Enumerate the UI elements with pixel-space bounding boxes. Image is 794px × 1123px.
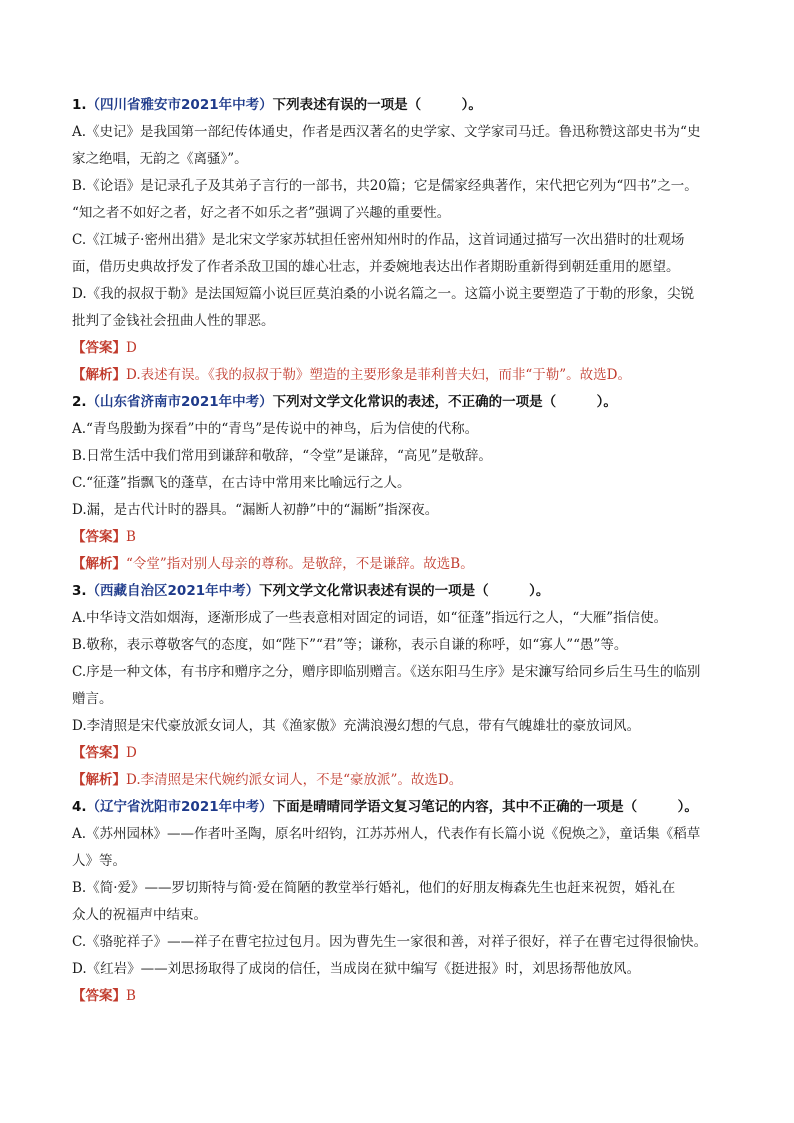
question-header xyxy=(72,794,722,821)
question-number: 1. xyxy=(72,97,87,113)
answer-value: D xyxy=(126,745,137,761)
option-a xyxy=(72,605,722,632)
explanation-text: D.李清照是宋代婉约派女词人，不是“豪放派”。故选D。 xyxy=(126,772,463,788)
question-header xyxy=(72,389,722,416)
explanation-line xyxy=(72,362,722,389)
answer-line xyxy=(72,983,722,1010)
option-line: “知之者不如好之者，好之者不如乐之者”强调了兴趣的重要性。 xyxy=(72,205,451,221)
option-line: C.序是一种文体，有书序和赠序之分，赠序即临别赠言。《送东阳马生序》是宋濂写给同乡后生马生的临别 xyxy=(72,664,701,680)
option-line: A.《史记》是我国第一部纪传体通史，作者是西汉著名的史学家、文学家司马迁。鲁迅称赞这部史书为“史 xyxy=(72,124,701,140)
option-line: C.《骆驼祥子》——祥子在曹宅拉过包月。因为曹先生一家很和善，对祥子很好，祥子在曹宅过得很愉快。 xyxy=(72,934,708,950)
option-line: B.《简·爱》——罗切斯特与简·爱在简陋的教堂举行婚礼，他们的好朋友梅森先生也赶来祝贺，婚礼在 xyxy=(72,880,676,896)
option-d xyxy=(72,956,722,983)
option-b xyxy=(72,443,722,470)
option-line: B.《论语》是记录孔子及其弟子言行的一部书，共20篇；它是儒家经典著作，宋代把它列为“四书”之一。 xyxy=(72,178,698,194)
question-header xyxy=(72,92,722,119)
explanation-text: D.表述有误。《我的叔叔于勒》塑造的主要形象是菲利普夫妇，而非“于勒”。故选D。 xyxy=(126,367,632,383)
question-source: （山东省济南市2021年中考） xyxy=(86,394,273,410)
option-d xyxy=(72,281,722,335)
document-page xyxy=(72,92,722,1010)
explanation-label: 【解析】 xyxy=(72,772,126,788)
answer-label: 【答案】 xyxy=(72,529,126,545)
option-line: 面，借历史典故抒发了作者杀敌卫国的雄心壮志，并委婉地表达出作者期盼重新得到朝廷重用的愿望。 xyxy=(72,259,680,275)
option-b xyxy=(72,875,722,929)
question-4 xyxy=(72,794,722,1010)
answer-value: D xyxy=(126,340,137,356)
question-stem: 下列对文学文化常识的表述，不正确的一项是（ ）。 xyxy=(272,394,617,410)
option-line: C.“征蓬”指飘飞的蓬草，在古诗中常用来比喻远行之人。 xyxy=(72,475,411,491)
question-3 xyxy=(72,578,722,794)
option-line: 批判了金钱社会扭曲人性的罪恶。 xyxy=(72,313,275,329)
answer-line xyxy=(72,740,722,767)
explanation-line xyxy=(72,767,722,794)
option-b xyxy=(72,632,722,659)
option-line: D.漏，是古代计时的器具。“漏断人初静”中的“漏断”指深夜。 xyxy=(72,502,439,518)
option-line: 赠言。 xyxy=(72,691,113,707)
question-source: （辽宁省沈阳市2021年中考） xyxy=(86,799,273,815)
answer-label: 【答案】 xyxy=(72,340,126,356)
option-line: 家之绝唱，无韵之《离骚》”。 xyxy=(72,151,248,167)
option-a xyxy=(72,119,722,173)
question-number: 2. xyxy=(72,394,87,410)
option-line: A.中华诗文浩如烟海，逐渐形成了一些表意相对固定的词语，如“征蓬”指远行之人，“大雁”指信使。 xyxy=(72,610,668,626)
answer-label: 【答案】 xyxy=(72,745,126,761)
option-line: A.“青鸟殷勤为探看”中的“青鸟”是传说中的神鸟，后为信使的代称。 xyxy=(72,421,479,437)
explanation-line xyxy=(72,551,722,578)
question-1 xyxy=(72,92,722,389)
explanation-text: “令堂”指对别人母亲的尊称。是敬辞，不是谦辞。故选B。 xyxy=(126,556,474,572)
answer-line xyxy=(72,335,722,362)
option-c xyxy=(72,227,722,281)
question-stem: 下面是晴晴同学语文复习笔记的内容，其中不正确的一项是（ ）。 xyxy=(272,799,698,815)
option-line: D.《我的叔叔于勒》是法国短篇小说巨匠莫泊桑的小说名篇之一。这篇小说主要塑造了于勒的形象，尖锐 xyxy=(72,286,695,302)
option-line: D.《红岩》——刘思扬取得了成岗的信任，当成岗在狱中编写《挺进报》时，刘思扬帮他放风。 xyxy=(72,961,641,977)
option-line: B.日常生活中我们常用到谦辞和敬辞，“令堂”是谦辞，“高见”是敬辞。 xyxy=(72,448,492,464)
question-source: （四川省雅安市2021年中考） xyxy=(86,97,273,113)
question-2 xyxy=(72,389,722,578)
option-line: C.《江城子·密州出猎》是北宋文学家苏轼担任密州知州时的作品，这首词通过描写一次出猎时的壮观场 xyxy=(72,232,685,248)
option-line: 人》等。 xyxy=(72,853,126,869)
answer-value: B xyxy=(126,529,136,545)
answer-value: B xyxy=(126,988,136,1004)
option-c xyxy=(72,659,722,713)
question-source: （西藏自治区2021年中考） xyxy=(86,583,260,599)
answer-label: 【答案】 xyxy=(72,988,126,1004)
option-c xyxy=(72,929,722,956)
explanation-label: 【解析】 xyxy=(72,367,126,383)
option-line: 众人的祝福声中结束。 xyxy=(72,907,207,923)
option-b xyxy=(72,173,722,227)
question-number: 4. xyxy=(72,799,87,815)
option-d xyxy=(72,713,722,740)
question-number: 3. xyxy=(72,583,87,599)
option-line: B.敬称，表示尊敬客气的态度，如“陛下”“君”等；谦称，表示自谦的称呼，如“寡人”“愚”等。 xyxy=(72,637,628,653)
explanation-label: 【解析】 xyxy=(72,556,126,572)
option-a xyxy=(72,416,722,443)
option-line: A.《苏州园林》——作者叶圣陶，原名叶绍钧，江苏苏州人，代表作有长篇小说《倪焕之》，童话集《稻草 xyxy=(72,826,701,842)
option-a xyxy=(72,821,722,875)
question-stem: 下列表述有误的一项是（ ）。 xyxy=(272,97,482,113)
option-line: D.李清照是宋代豪放派女词人，其《渔家傲》充满浪漫幻想的气息，带有气魄雄壮的豪放词风。 xyxy=(72,718,641,734)
answer-line xyxy=(72,524,722,551)
question-header xyxy=(72,578,722,605)
option-c xyxy=(72,470,722,497)
question-stem: 下列文学文化常识表述有误的一项是（ ）。 xyxy=(259,583,550,599)
option-d xyxy=(72,497,722,524)
